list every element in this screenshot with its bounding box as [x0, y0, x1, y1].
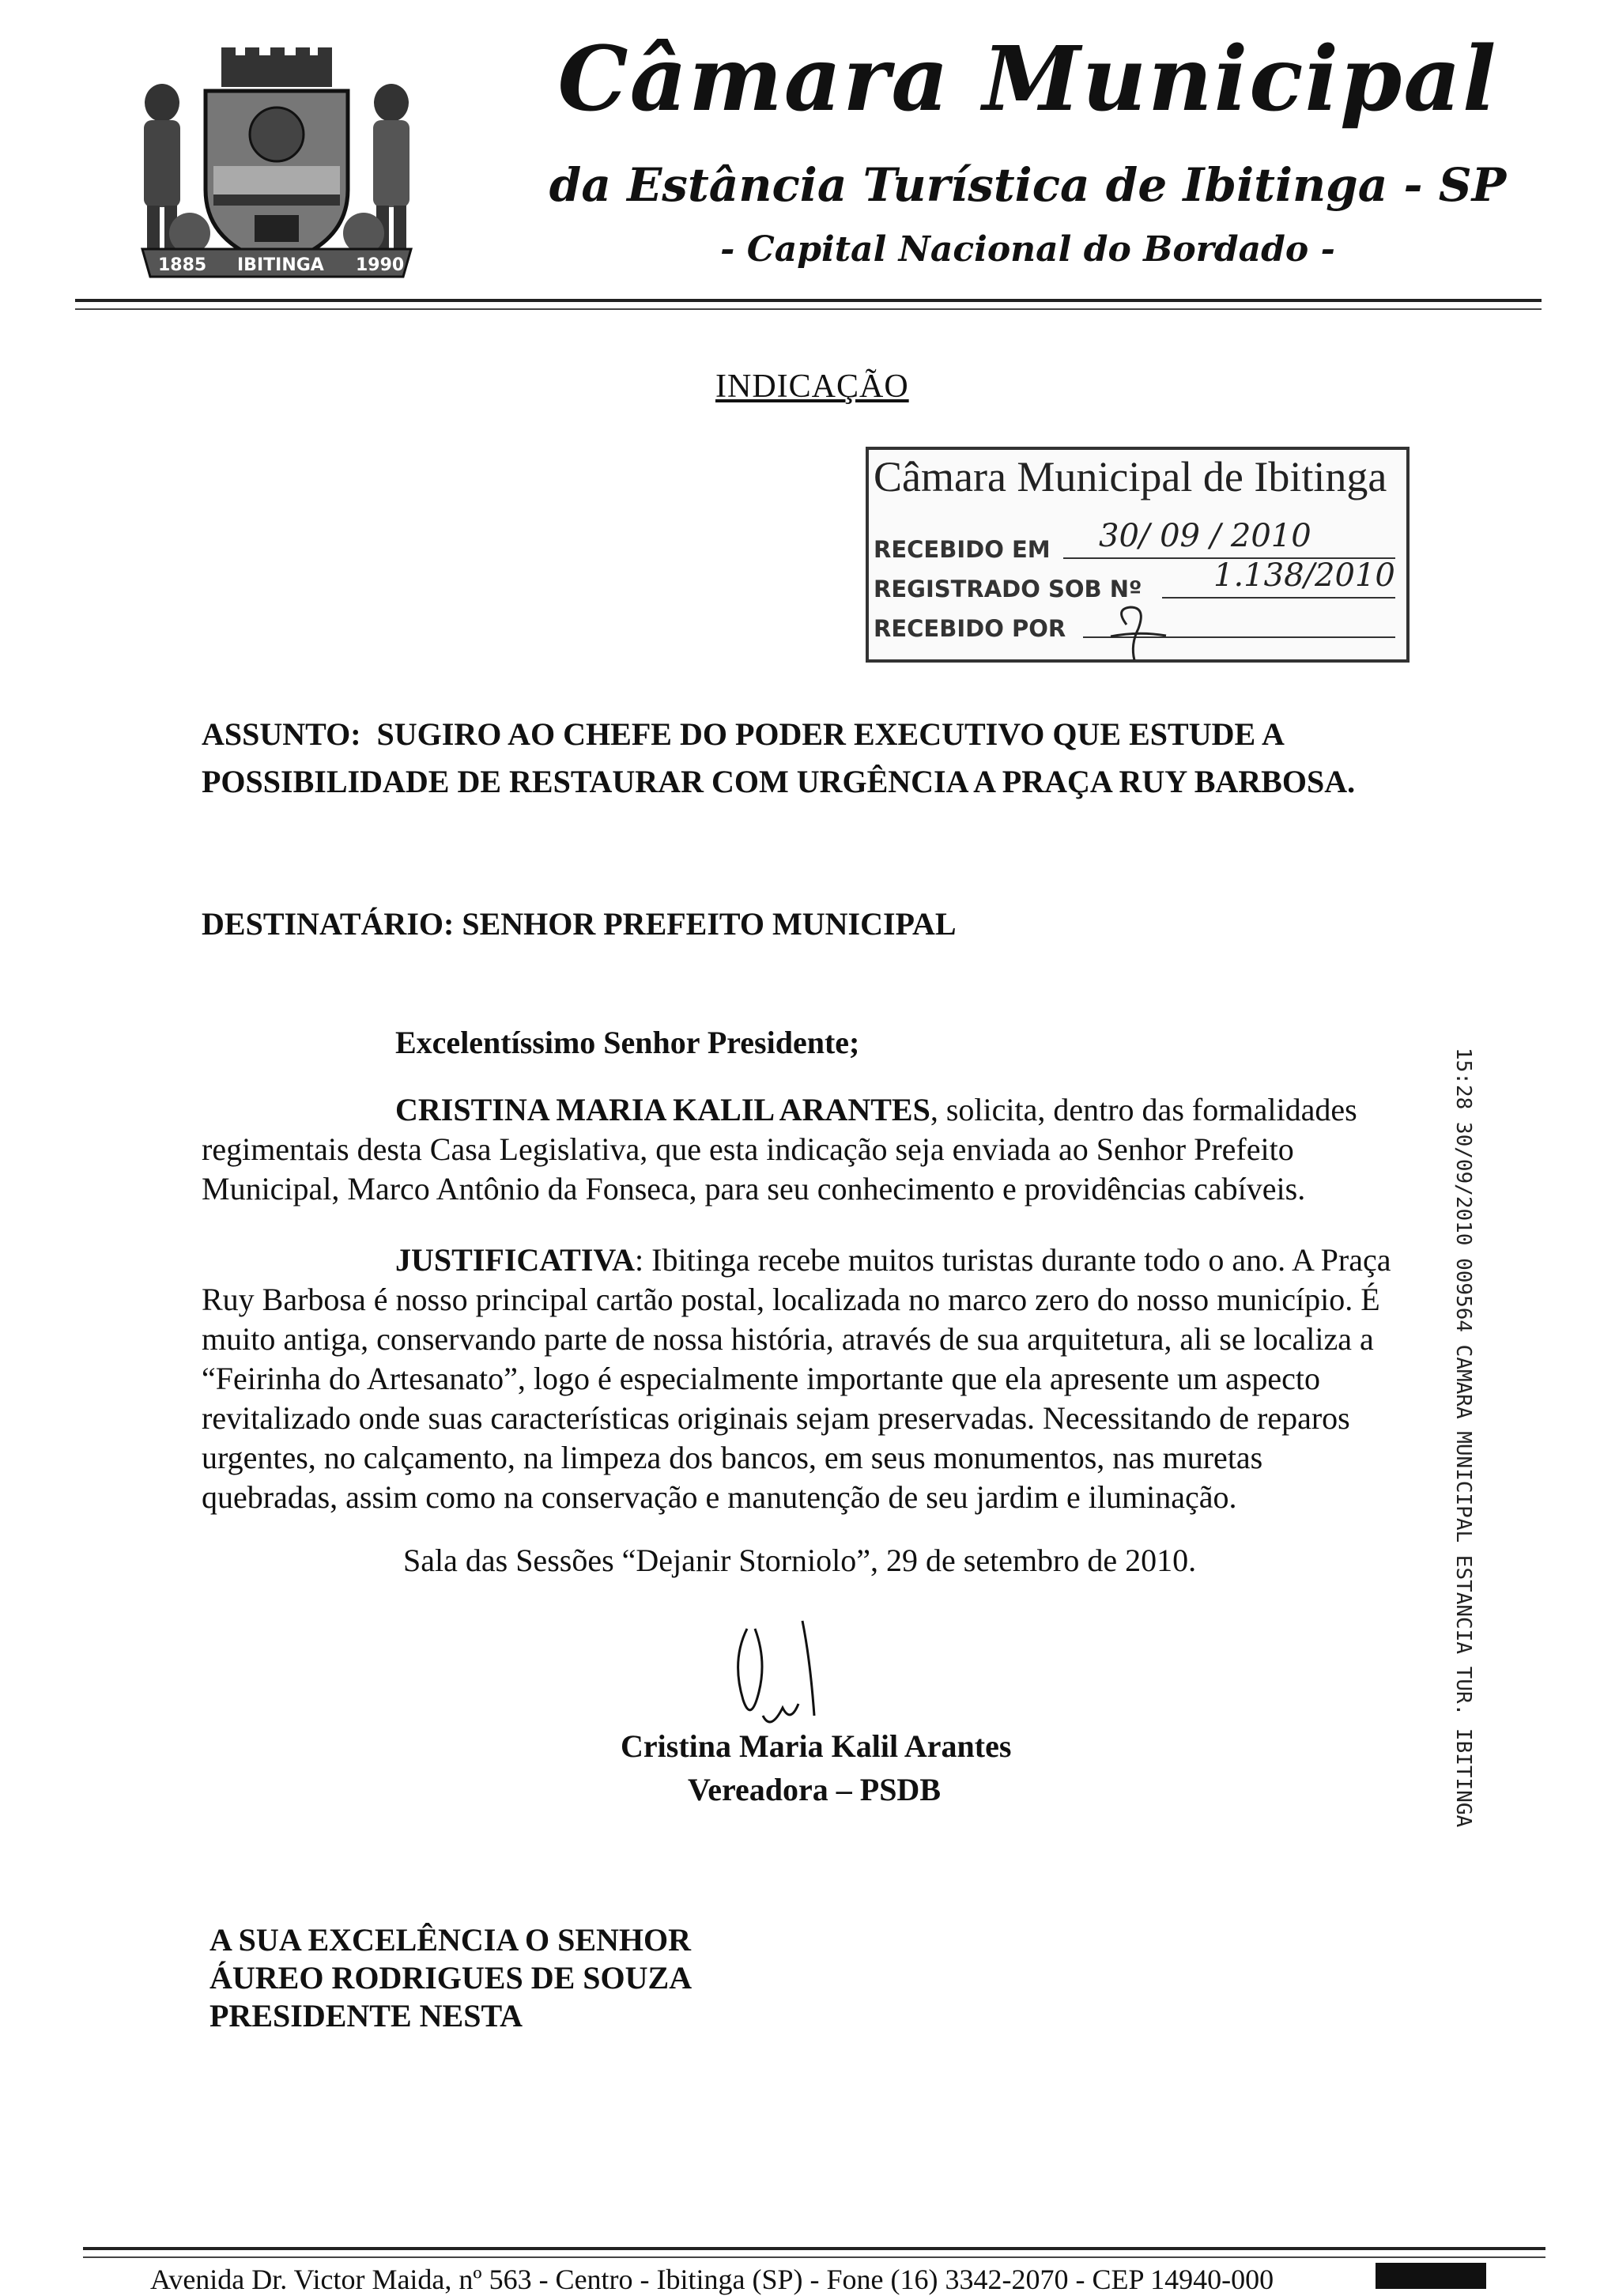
requester-name: CRISTINA MARIA KALIL ARANTES [395, 1092, 930, 1127]
recipient-line: DESTINATÁRIO: SENHOR PREFEITO MUNICIPAL [202, 906, 957, 942]
footer-mark [1376, 2263, 1486, 2289]
body-p2-line-5: revitalizado onde suas características originais sejam preservadas. Necessitando de reparos [202, 1400, 1350, 1436]
addressee-line-1: A SUA EXCELÊNCIA O SENHOR [209, 1922, 692, 1958]
body-p1-line-1 [395, 1091, 1357, 1128]
stamp-registered-label: REGISTRADO SOB Nº [874, 576, 1142, 602]
body-p2-line-1-text: : Ibitinga recebe muitos turistas durante todo o ano. A Praça [635, 1242, 1391, 1278]
subject-label: ASSUNTO: [202, 716, 361, 752]
addressee-line-3: PRESIDENTE NESTA [209, 1998, 523, 2034]
letterhead-tagline: - Capital Nacional do Bordado - [720, 229, 1335, 270]
body-p2-line-1 [395, 1241, 1391, 1278]
closing-line: Sala das Sessões “Dejanir Storniolo”, 29 de setembro de 2010. [403, 1543, 1197, 1578]
body-p2-line-4: “Feirinha do Artesanato”, logo é especialmente importante que ela apresente um aspecto [202, 1361, 1320, 1396]
addressee-line-2: ÁUREO RODRIGUES DE SOUZA [209, 1960, 693, 1996]
protocol-timestamp-text: 15:28 30/09/2010 009564 CAMARA MUNICIPAL ESTANCIA TUR. IBITINGA [1451, 1048, 1475, 1828]
footer-address: Avenida Dr. Victor Maida, nº 563 - Centro - Ibitinga (SP) - Fone (16) 3342-2070 - CEP 14940-000 [150, 2264, 1274, 2295]
salutation: Excelentíssimo Senhor Presidente; [395, 1025, 860, 1060]
body-p2-line-7: quebradas, assim como na conservação e manutenção de seu jardim e iluminação. [202, 1479, 1237, 1515]
body-p1-line-1-text: , solicita, dentro das formalidades [930, 1092, 1357, 1127]
stamp-received-label: RECEBIDO EM [874, 536, 1051, 563]
header-divider-thin [75, 308, 1542, 310]
body-p2-line-3: muito antiga, conservando parte de nossa história, através de sua arquitetura, ali se localiza a [202, 1321, 1374, 1357]
handwritten-signature [723, 1613, 850, 1739]
header-divider [75, 299, 1542, 302]
body-p2-line-2: Ruy Barbosa é nosso principal cartão postal, localizada no marco zero do nosso município. É [202, 1282, 1380, 1317]
body-p2-line-6: urgentes, no calçamento, na limpeza dos bancos, em seus monumentos, nas muretas [202, 1440, 1263, 1475]
stamp-initials-signature [1103, 601, 1174, 664]
crest-year-left: 1885 [158, 255, 207, 275]
stamp-title: Câmara Municipal de Ibitinga [874, 453, 1387, 500]
subject-line-1 [202, 716, 1285, 753]
stamp-received-value: 30/ 09 / 2010 [1099, 518, 1311, 554]
stamp-registered-value: 1.138/2010 [1213, 557, 1395, 594]
document-title: INDICAÇÃO [715, 368, 909, 405]
subject-text-2: POSSIBILIDADE DE RESTAURAR COM URGÊNCIA A PRAÇA RUY BARBOSA. [202, 764, 1356, 799]
body-p1-line-3: Municipal, Marco Antônio da Fonseca, para seu conhecimento e providências cabíveis. [202, 1171, 1306, 1207]
coat-of-arms-logo [126, 47, 427, 285]
body-p1-line-2: regimentais desta Casa Legislativa, que esta indicação seja enviada ao Senhor Prefeito [202, 1131, 1294, 1167]
stamp-received-by-label: RECEBIDO POR [874, 615, 1066, 642]
footer-divider-thin [83, 2256, 1545, 2258]
letterhead-subtitle: da Estância Turística de Ibitinga - SP [549, 158, 1507, 212]
signatory-role: Vereadora – PSDB [688, 1772, 941, 1807]
stamp-line [1162, 597, 1395, 599]
crest-year-right: 1990 [356, 255, 405, 275]
subject-text-1: SUGIRO AO CHEFE DO PODER EXECUTIVO QUE ESTUDE A [376, 716, 1285, 752]
protocol-timestamp [1437, 1048, 1485, 1828]
letterhead-title: Câmara Municipal [557, 28, 1498, 131]
crest-name: IBITINGA [237, 255, 324, 275]
signatory-name: Cristina Maria Kalil Arantes [621, 1728, 1012, 1764]
footer-divider [83, 2247, 1545, 2250]
justification-label: JUSTIFICATIVA [395, 1242, 636, 1278]
